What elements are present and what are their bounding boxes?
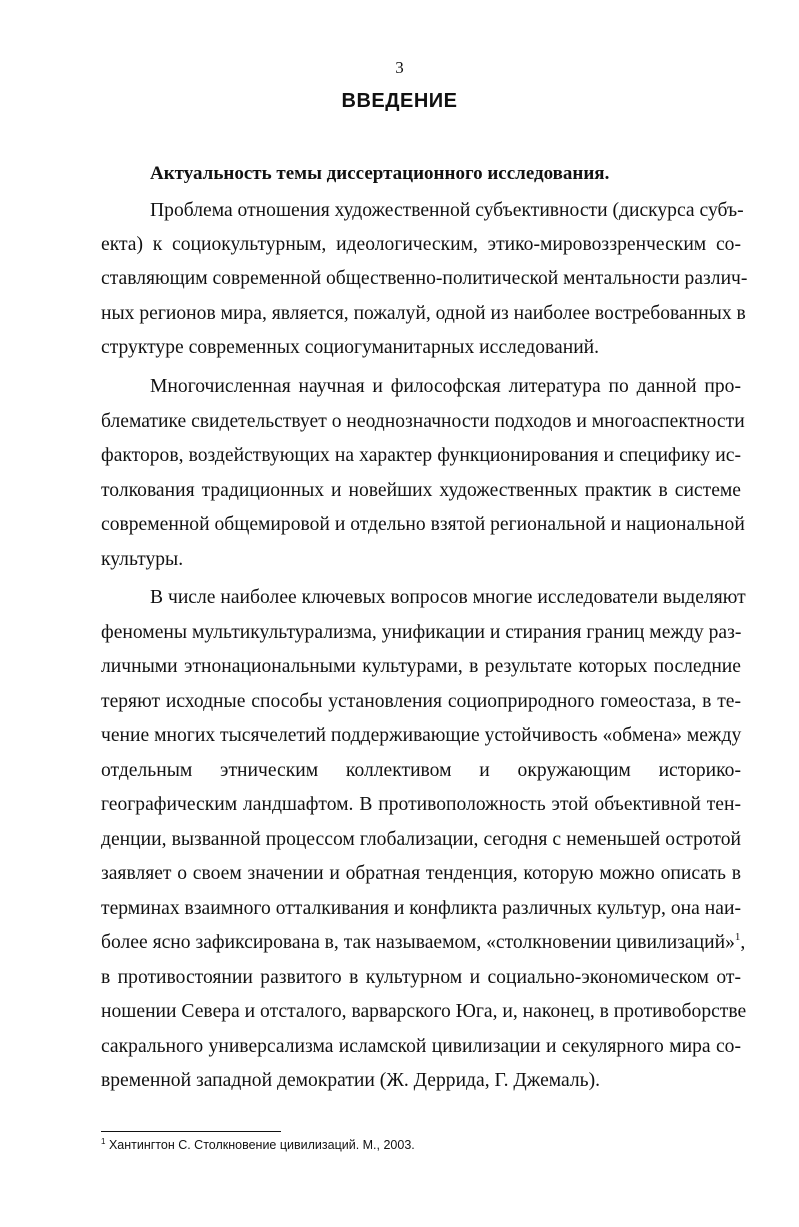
text-line: денции, вызванной процессом глобализации, сегодня с неменьшей остротой bbox=[101, 829, 741, 850]
text-line: современной общемировой и отдельно взятой региональной и национальной bbox=[101, 514, 745, 535]
text-line: терминах взаимного отталкивания и конфликта различных культур, она наи- bbox=[101, 898, 741, 919]
text-line: заявляет о своем значении и обратная тенденция, которую можно описать в bbox=[101, 863, 741, 884]
text-line: ношении Севера и отсталого, варварского Юга, и, наконец, в противоборстве bbox=[101, 1001, 747, 1022]
text-line: структуре современных социогуманитарных исследований. bbox=[101, 337, 600, 358]
footnote-marker: 1 bbox=[101, 1137, 106, 1146]
text-line: блематике свидетельствует о неоднозначности подходов и многоаспектности bbox=[101, 411, 745, 432]
text-line-with-footnote bbox=[101, 931, 746, 955]
text-line: личными этнонациональными культурами, в результате которых последние bbox=[101, 656, 741, 677]
text-line: временной западной демократии (Ж. Деррида, Г. Джемаль). bbox=[101, 1070, 601, 1091]
footnote bbox=[101, 1138, 415, 1152]
text-line: екта) к социокультурным, идеологическим, этико-мировоззренческим со- bbox=[101, 234, 741, 255]
footnote-text: Хантингтон С. Столкновение цивилизаций. М., 2003. bbox=[108, 1138, 415, 1152]
text-line: ставляющим современной общественно-политической ментальности различ- bbox=[101, 268, 748, 289]
text-line: в противостоянии развитого в культурном и социально-экономическом от- bbox=[101, 967, 741, 988]
text-line: культуры. bbox=[101, 549, 184, 570]
section-heading: ВВЕДЕНИЕ bbox=[341, 90, 458, 112]
text-line: отдельным этническим коллективом и окружающим историко- bbox=[101, 760, 741, 781]
text-line: феномены мультикультурализма, унификации и стирания границ между раз- bbox=[101, 622, 742, 643]
footnote-reference[interactable]: 1 bbox=[734, 931, 741, 943]
text-line: теряют исходные способы установления социоприродного гомеостаза, в те- bbox=[101, 691, 741, 712]
text-line: Проблема отношения художественной субъективности (дискурса субъ- bbox=[150, 200, 744, 221]
footnote-divider bbox=[101, 1131, 281, 1132]
text-line: толкования традиционных и новейших художественных практик в системе bbox=[101, 480, 741, 501]
text-line: сакрального универсализма исламской цивилизации и секулярного мира со- bbox=[101, 1036, 741, 1057]
text-line: географическим ландшафтом. В противоположность этой объективной тен- bbox=[101, 794, 741, 815]
text-line: факторов, воздействующих на характер функционирования и специфику ис- bbox=[101, 445, 741, 466]
text-line-content: более ясно зафиксирована в, так называемом, «столкновении цивилизаций» bbox=[101, 932, 735, 953]
subheading: Актуальность темы диссертационного исследования. bbox=[150, 163, 610, 184]
text-line-tail: , bbox=[740, 932, 746, 953]
text-line: В числе наиболее ключевых вопросов многие исследователи выделяют bbox=[150, 587, 746, 608]
text-line: Многочисленная научная и философская литература по данной про- bbox=[150, 376, 741, 397]
text-line: ных регионов мира, является, пожалуй, одной из наиболее востребованных в bbox=[101, 303, 746, 324]
page-number: 3 bbox=[395, 58, 404, 77]
text-line: чение многих тысячелетий поддерживающие устойчивость «обмена» между bbox=[101, 725, 742, 746]
